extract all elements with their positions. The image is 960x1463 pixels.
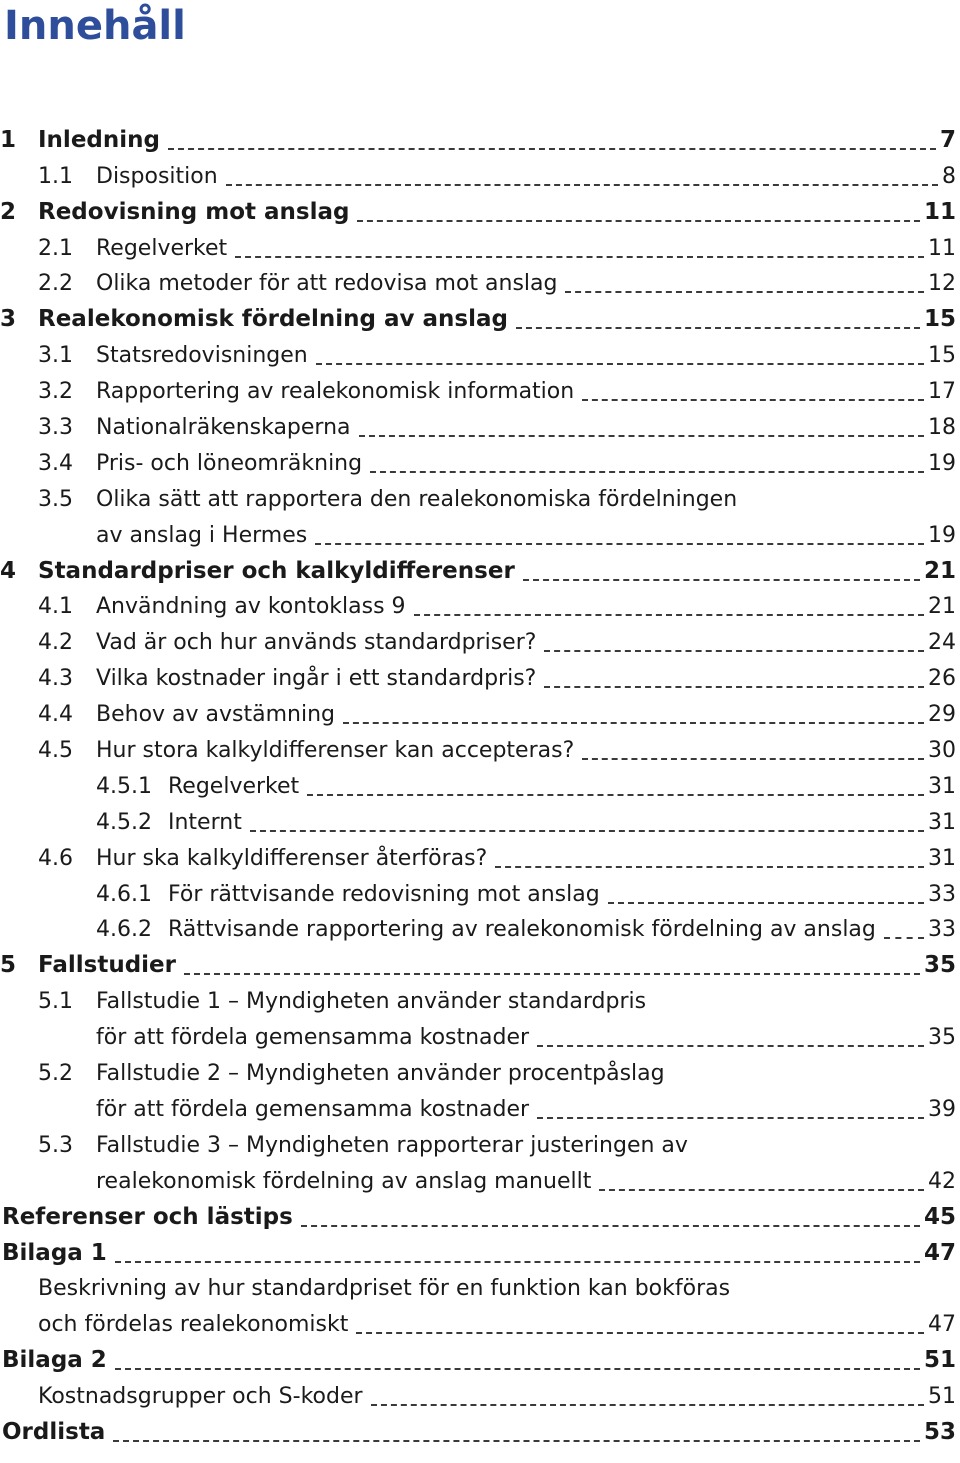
toc-entry[interactable] xyxy=(0,158,956,194)
toc-entry-page-number: 15 xyxy=(923,306,956,333)
toc-entry-title: Olika metoder för att redovisa mot anslag xyxy=(96,271,558,297)
toc-entry[interactable] xyxy=(0,266,956,302)
toc-entry-page-number: 30 xyxy=(928,738,956,764)
toc-entry-number: 4.5.1 xyxy=(96,773,152,799)
toc-entry-title: Beskrivning av hur standardpriset för en funktion kan bokföras xyxy=(38,1276,731,1302)
toc-entry[interactable] xyxy=(0,1306,956,1342)
toc-entry-page-number: 24 xyxy=(928,630,956,656)
toc-entry-title: Regelverket xyxy=(96,235,228,261)
toc-entry[interactable] xyxy=(0,876,956,912)
toc-entry-number: 4.5 xyxy=(38,738,73,764)
toc-entry[interactable] xyxy=(0,1342,956,1378)
toc-dot-leader xyxy=(184,973,920,975)
toc-entry-page-number: 45 xyxy=(923,1203,956,1230)
toc-entry-title: Disposition xyxy=(96,163,218,189)
toc-entry-number: 5.1 xyxy=(38,989,73,1015)
toc-dot-leader xyxy=(226,184,938,186)
toc-entry-page-number: 39 xyxy=(928,1096,956,1122)
toc-entry-title: Fallstudie 2 – Myndigheten använder procentpåslag xyxy=(96,1061,665,1087)
toc-entry-page-number: 35 xyxy=(923,952,956,979)
toc-entry[interactable] xyxy=(0,804,956,840)
toc-entry-number: 3 xyxy=(0,306,17,333)
toc-entry-title: Internt xyxy=(168,809,242,835)
toc-dot-leader xyxy=(307,794,924,796)
toc-dot-leader xyxy=(544,686,924,688)
toc-entry[interactable] xyxy=(0,912,956,948)
toc-dot-leader xyxy=(371,1404,924,1406)
toc-entry[interactable] xyxy=(0,983,956,1019)
toc-dot-leader xyxy=(235,256,924,258)
toc-entry-title: Statsredovisningen xyxy=(96,343,308,369)
toc-dot-leader xyxy=(414,614,924,616)
toc-dot-leader xyxy=(495,866,924,868)
toc-entry[interactable] xyxy=(0,840,956,876)
toc-entry-title: Rapportering av realekonomisk information xyxy=(96,379,575,405)
toc-entry-number: 2.2 xyxy=(38,271,73,297)
toc-dot-leader xyxy=(168,148,936,150)
toc-entry-page-number: 19 xyxy=(928,450,956,476)
toc-entry-title: Bilaga 2 xyxy=(2,1347,107,1374)
toc-entry-page-number: 31 xyxy=(928,845,956,871)
toc-entry-title: För rättvisande redovisning mot anslag xyxy=(168,881,600,907)
toc-entry-page-number: 42 xyxy=(928,1168,956,1194)
toc-entry[interactable] xyxy=(0,337,956,373)
toc-entry[interactable] xyxy=(0,553,956,589)
toc-entry-page-number: 53 xyxy=(923,1418,956,1445)
toc-entry-title: Redovisning mot anslag xyxy=(38,198,350,225)
toc-entry-title: Referenser och lästips xyxy=(2,1203,293,1230)
toc-dot-leader xyxy=(884,937,924,939)
toc-entry-page-number: 51 xyxy=(923,1347,956,1374)
toc-entry-page-number: 26 xyxy=(928,666,956,692)
toc-entry-title: Kostnadsgrupper och S-koder xyxy=(38,1384,363,1410)
toc-entry-number: 4.5.2 xyxy=(96,809,152,835)
toc-entry[interactable] xyxy=(0,1235,956,1271)
toc-entry-title: Ordlista xyxy=(2,1418,106,1445)
toc-entry-page-number: 51 xyxy=(928,1384,956,1410)
toc-entry[interactable] xyxy=(0,1271,956,1307)
toc-dot-leader xyxy=(608,902,924,904)
toc-dot-leader xyxy=(356,1332,924,1334)
toc-entry-number: 4.1 xyxy=(38,594,73,620)
toc-entry-title: Rättvisande rapportering av realekonomisk fördelning av anslag xyxy=(168,917,876,943)
toc-entry-title: Regelverket xyxy=(168,773,300,799)
toc-entry[interactable] xyxy=(0,481,956,517)
toc-dot-leader xyxy=(250,830,924,832)
toc-entry[interactable] xyxy=(0,732,956,768)
toc-entry-title: Nationalräkenskaperna xyxy=(96,415,351,441)
toc-entry[interactable] xyxy=(0,1091,956,1127)
toc-entry-title: Behov av avstämning xyxy=(96,702,336,728)
toc-entry-page-number: 33 xyxy=(928,881,956,907)
toc-entry[interactable] xyxy=(0,194,956,230)
toc-entry-title: Fallstudie 3 – Myndigheten rapporterar justeringen av xyxy=(96,1132,688,1158)
toc-dot-leader xyxy=(537,1117,924,1119)
toc-dot-leader xyxy=(115,1261,920,1263)
toc-entry-page-number: 47 xyxy=(923,1239,956,1266)
toc-entry[interactable] xyxy=(0,660,956,696)
toc-dot-leader xyxy=(115,1368,920,1370)
toc-dot-leader xyxy=(565,291,924,293)
toc-entry-number: 4 xyxy=(0,557,17,584)
table-of-contents xyxy=(0,122,956,1450)
toc-dot-leader xyxy=(523,579,920,581)
toc-entry-number: 4.3 xyxy=(38,666,73,692)
toc-entry-number: 3.3 xyxy=(38,415,73,441)
toc-entry[interactable] xyxy=(0,373,956,409)
toc-entry-number: 4.6 xyxy=(38,845,73,871)
toc-entry[interactable] xyxy=(0,624,956,660)
toc-entry-number: 4.4 xyxy=(38,702,73,728)
toc-entry[interactable] xyxy=(0,1055,956,1091)
toc-entry-page-number: 19 xyxy=(928,522,956,548)
toc-entry[interactable] xyxy=(0,409,956,445)
toc-entry-number: 1 xyxy=(0,126,17,153)
toc-entry-number: 3.4 xyxy=(38,450,73,476)
toc-entry-title: Standardpriser och kalkyldifferenser xyxy=(38,557,515,584)
toc-dot-leader xyxy=(316,363,924,365)
toc-dot-leader xyxy=(370,471,924,473)
toc-entry[interactable] xyxy=(0,1199,956,1235)
toc-entry[interactable] xyxy=(0,1019,956,1055)
toc-entry-number: 3.5 xyxy=(38,486,73,512)
toc-entry-page-number: 15 xyxy=(928,343,956,369)
toc-entry-title: Pris- och löneomräkning xyxy=(96,450,363,476)
toc-entry-number: 1.1 xyxy=(38,163,73,189)
toc-entry[interactable] xyxy=(0,1378,956,1414)
toc-entry-page-number: 29 xyxy=(928,702,956,728)
toc-entry-page-number: 31 xyxy=(928,773,956,799)
toc-entry-title: av anslag i Hermes xyxy=(96,522,308,548)
toc-entry-number: 2.1 xyxy=(38,235,73,261)
toc-entry-page-number: 47 xyxy=(928,1312,956,1338)
toc-entry-title: Fallstudier xyxy=(38,952,176,979)
toc-dot-leader xyxy=(537,1045,924,1047)
toc-dot-leader xyxy=(544,650,924,652)
toc-entry-number: 4.2 xyxy=(38,630,73,656)
toc-entry-number: 5.2 xyxy=(38,1061,73,1087)
toc-dot-leader xyxy=(599,1189,924,1191)
toc-entry-title: Olika sätt att rapportera den realekonomiska fördelningen xyxy=(96,486,738,512)
toc-dot-leader xyxy=(516,327,920,329)
toc-entry[interactable] xyxy=(0,768,956,804)
toc-entry-page-number: 33 xyxy=(928,917,956,943)
toc-entry-page-number: 11 xyxy=(928,235,956,261)
toc-entry-number: 3.2 xyxy=(38,379,73,405)
toc-entry-title: för att fördela gemensamma kostnader xyxy=(96,1025,530,1051)
toc-entry[interactable] xyxy=(0,696,956,732)
toc-entry[interactable] xyxy=(0,301,956,337)
toc-entry-number: 4.6.2 xyxy=(96,917,152,943)
toc-entry-number: 2 xyxy=(0,198,17,225)
toc-entry-title: Bilaga 1 xyxy=(2,1239,107,1266)
toc-entry[interactable] xyxy=(0,1163,956,1199)
toc-entry-page-number: 8 xyxy=(942,163,956,189)
toc-dot-leader xyxy=(357,220,920,222)
toc-entry-number: 5.3 xyxy=(38,1132,73,1158)
toc-entry-title: realekonomisk fördelning av anslag manuellt xyxy=(96,1168,592,1194)
toc-entry-page-number: 21 xyxy=(923,557,956,584)
toc-entry-title: Vilka kostnader ingår i ett standardpris? xyxy=(96,666,537,692)
toc-entry[interactable] xyxy=(0,1127,956,1163)
page-title: Innehåll xyxy=(4,3,186,49)
toc-entry-title: Hur stora kalkyldifferenser kan accepteras? xyxy=(96,738,575,764)
toc-entry-title: Hur ska kalkyldifferenser återföras? xyxy=(96,845,488,871)
toc-entry[interactable] xyxy=(0,517,956,553)
toc-entry[interactable] xyxy=(0,947,956,983)
toc-entry-page-number: 21 xyxy=(928,594,956,620)
toc-entry-page-number: 11 xyxy=(923,198,956,225)
toc-entry-title: och fördelas realekonomiskt xyxy=(38,1312,349,1338)
toc-dot-leader xyxy=(359,435,924,437)
toc-entry[interactable] xyxy=(0,589,956,625)
toc-entry[interactable] xyxy=(0,445,956,481)
toc-entry-number: 5 xyxy=(0,952,17,979)
toc-entry-title: Inledning xyxy=(38,126,160,153)
toc-entry-title: Fallstudie 1 – Myndigheten använder standardpris xyxy=(96,989,647,1015)
toc-entry-page-number: 7 xyxy=(939,126,956,153)
toc-entry-title: för att fördela gemensamma kostnader xyxy=(96,1096,530,1122)
toc-dot-leader xyxy=(315,543,924,545)
toc-dot-leader xyxy=(343,722,924,724)
toc-entry-number: 4.6.1 xyxy=(96,881,152,907)
toc-entry-page-number: 31 xyxy=(928,809,956,835)
toc-entry[interactable] xyxy=(0,230,956,266)
toc-entry-title: Realekonomisk fördelning av anslag xyxy=(38,306,508,333)
toc-entry-number: 3.1 xyxy=(38,343,73,369)
toc-entry-page-number: 12 xyxy=(928,271,956,297)
toc-entry-page-number: 18 xyxy=(928,415,956,441)
toc-dot-leader xyxy=(582,758,924,760)
toc-entry-title: Vad är och hur används standardpriser? xyxy=(96,630,537,656)
toc-dot-leader xyxy=(582,399,924,401)
toc-entry[interactable] xyxy=(0,1414,956,1450)
toc-entry-page-number: 17 xyxy=(928,379,956,405)
toc-entry-page-number: 35 xyxy=(928,1025,956,1051)
toc-entry-title: Användning av kontoklass 9 xyxy=(96,594,406,620)
toc-dot-leader xyxy=(113,1440,920,1442)
toc-entry[interactable] xyxy=(0,122,956,158)
toc-dot-leader xyxy=(301,1225,920,1227)
